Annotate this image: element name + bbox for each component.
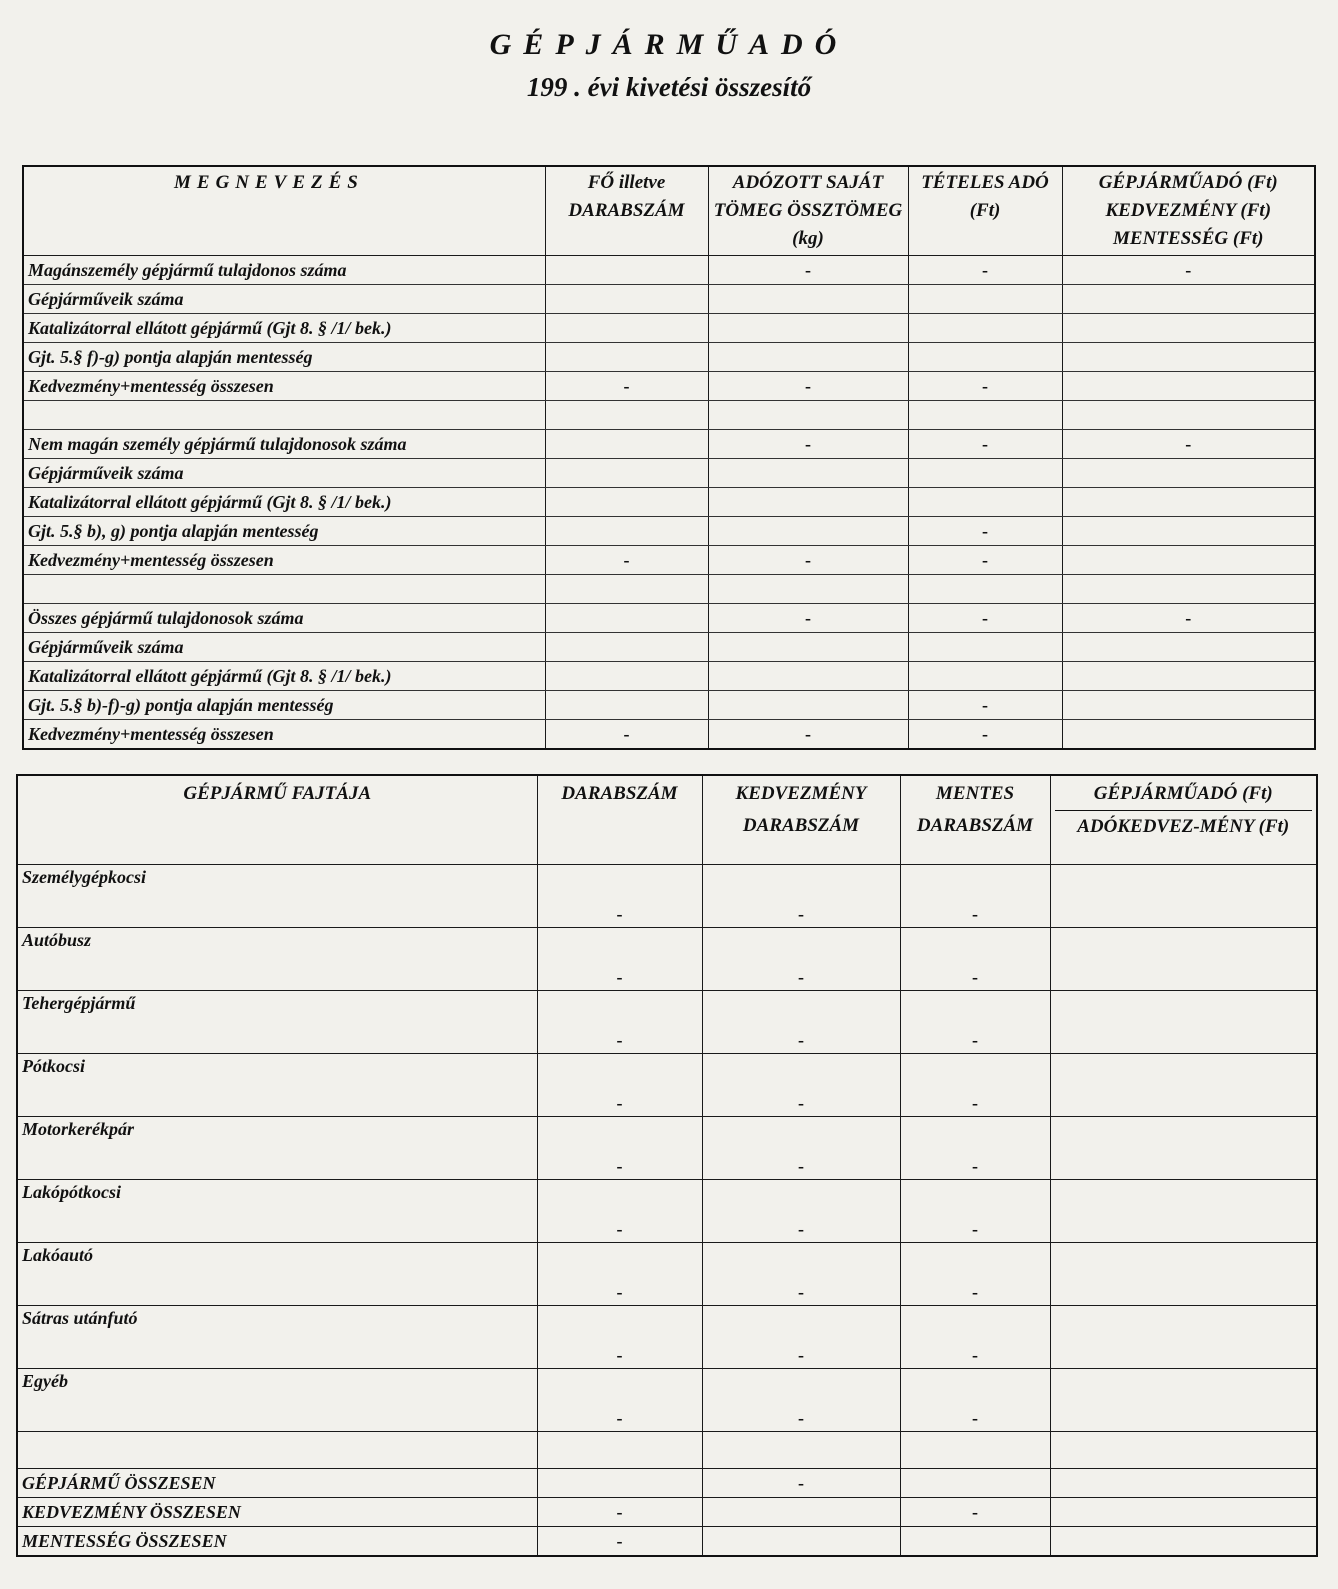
table-cell: - <box>708 256 908 285</box>
row-label: Pótkocsi <box>17 1054 537 1117</box>
table-cell: - <box>708 604 908 633</box>
row-label: Gjt. 5.§ b), g) pontja alapján mentesség <box>23 517 545 546</box>
table-cell <box>1050 1369 1317 1432</box>
table-cell <box>1062 546 1315 575</box>
table-cell <box>545 401 708 430</box>
table-cell <box>545 575 708 604</box>
table-cell <box>545 285 708 314</box>
header-teteles-ado: TÉTELES ADÓ (Ft) <box>908 166 1062 256</box>
table-cell <box>545 517 708 546</box>
table-cell <box>1050 1469 1317 1498</box>
table-row <box>17 1054 1317 1117</box>
row-label: Összes gépjármű tulajdonosok száma <box>23 604 545 633</box>
row-label: GÉPJÁRMŰ ÖSSZESEN <box>17 1469 537 1498</box>
row-label: Sátras utánfutó <box>17 1306 537 1369</box>
row-label: Gépjárműveik száma <box>23 285 545 314</box>
table-cell: - <box>1062 430 1315 459</box>
vehicle-type-table <box>16 774 1318 1557</box>
table-row <box>23 372 1315 401</box>
table-cell: - <box>545 372 708 401</box>
table-cell <box>1050 1432 1317 1469</box>
table-row <box>17 1469 1317 1498</box>
table-cell: - <box>708 372 908 401</box>
table-cell <box>900 1469 1050 1498</box>
page-title: GÉPJÁRMŰADÓ <box>489 28 849 61</box>
table-row <box>23 285 1315 314</box>
table-row <box>17 1369 1317 1432</box>
table-cell: - <box>702 1306 900 1369</box>
table-cell <box>1050 1306 1317 1369</box>
table-cell <box>708 459 908 488</box>
table-header-row <box>17 775 1317 865</box>
table-row <box>23 633 1315 662</box>
table-cell: - <box>537 1180 702 1243</box>
row-label: Gjt. 5.§ b)-f)-g) pontja alapján mentesség <box>23 691 545 720</box>
row-label <box>23 401 545 430</box>
table-cell <box>708 285 908 314</box>
table-cell: - <box>545 546 708 575</box>
table-cell <box>1050 1180 1317 1243</box>
table-cell: - <box>537 1243 702 1306</box>
table-cell: - <box>702 1243 900 1306</box>
row-label: Lakópótkocsi <box>17 1180 537 1243</box>
table-cell <box>708 517 908 546</box>
table-cell <box>908 662 1062 691</box>
table-cell: - <box>900 928 1050 991</box>
table-cell: - <box>537 865 702 928</box>
table-cell: - <box>900 1498 1050 1527</box>
table-cell <box>537 1469 702 1498</box>
header-ossztomeg: ADÓZOTT SAJÁT TÖMEG ÖSSZTÖMEG (kg) <box>708 166 908 256</box>
table-cell <box>545 256 708 285</box>
table-cell <box>545 314 708 343</box>
table-cell <box>1050 1527 1317 1557</box>
table-cell <box>708 343 908 372</box>
table-row <box>23 401 1315 430</box>
table-cell <box>545 604 708 633</box>
table-cell: - <box>900 1054 1050 1117</box>
table-cell: - <box>900 865 1050 928</box>
table-cell <box>1062 372 1315 401</box>
table-cell <box>1062 720 1315 750</box>
table-cell <box>545 662 708 691</box>
table-cell: - <box>900 1180 1050 1243</box>
table-row <box>23 459 1315 488</box>
table-cell <box>1050 1498 1317 1527</box>
table-cell: - <box>1062 604 1315 633</box>
table-cell: - <box>537 928 702 991</box>
row-label: Katalizátorral ellátott gépjármű (Gjt 8. § /1/ bek.) <box>23 662 545 691</box>
table-cell <box>900 1432 1050 1469</box>
table-cell <box>1050 991 1317 1054</box>
row-label: KEDVEZMÉNY ÖSSZESEN <box>17 1498 537 1527</box>
table-cell <box>1062 314 1315 343</box>
table-row-spacer <box>17 1432 1317 1469</box>
table-cell <box>1062 401 1315 430</box>
table-cell <box>1050 928 1317 991</box>
table-cell <box>708 633 908 662</box>
header-adokedvezmeny: ADÓKEDVEZ-MÉNY (Ft) <box>1055 810 1313 843</box>
table-row <box>17 1527 1317 1557</box>
table-row <box>23 575 1315 604</box>
table-cell <box>908 343 1062 372</box>
table-row <box>17 1498 1317 1527</box>
table-cell <box>900 1527 1050 1557</box>
table-cell <box>1050 1117 1317 1180</box>
table-cell <box>545 691 708 720</box>
header-fajta: GÉPJÁRMŰ FAJTÁJA <box>17 775 537 865</box>
table-cell <box>908 401 1062 430</box>
table-cell: - <box>908 430 1062 459</box>
table-cell: - <box>708 546 908 575</box>
table-cell: - <box>900 991 1050 1054</box>
table-cell: - <box>908 546 1062 575</box>
table-cell <box>908 633 1062 662</box>
table-cell: - <box>537 1306 702 1369</box>
table-cell: - <box>537 1498 702 1527</box>
table-cell: - <box>545 720 708 750</box>
page-subtitle: 199 . évi kivetési összesítő <box>526 72 812 102</box>
table-cell: - <box>900 1306 1050 1369</box>
table-cell: - <box>1062 256 1315 285</box>
row-label: Kedvezmény+mentesség összesen <box>23 372 545 401</box>
table-cell: - <box>702 991 900 1054</box>
row-label: Személygépkocsi <box>17 865 537 928</box>
table-cell <box>1062 575 1315 604</box>
table-cell <box>1050 865 1317 928</box>
table-cell <box>702 1432 900 1469</box>
row-label: Nem magán személy gépjármű tulajdonosok száma <box>23 430 545 459</box>
table-cell <box>1050 1243 1317 1306</box>
table-cell <box>1062 285 1315 314</box>
table-row <box>23 256 1315 285</box>
row-label: Lakóautó <box>17 1243 537 1306</box>
table-row <box>23 691 1315 720</box>
table-cell <box>1062 459 1315 488</box>
table-cell: - <box>900 1117 1050 1180</box>
table-cell: - <box>900 1243 1050 1306</box>
row-label: Kedvezmény+mentesség összesen <box>23 546 545 575</box>
tax-summary-table <box>22 165 1316 750</box>
table-cell: - <box>702 1054 900 1117</box>
header-mentes-darabszam: MENTES DARABSZÁM <box>900 775 1050 865</box>
row-label: Gépjárműveik száma <box>23 633 545 662</box>
header-gepjarmuado: GÉPJÁRMŰADÓ (Ft) <box>1093 783 1273 804</box>
table-cell <box>1062 343 1315 372</box>
table-cell <box>908 314 1062 343</box>
table-cell: - <box>702 1180 900 1243</box>
table-cell <box>1062 517 1315 546</box>
row-label: Gjt. 5.§ f)-g) pontja alapján mentesség <box>23 343 545 372</box>
header-gepjarmuado-adokedvezmeny <box>1050 775 1317 865</box>
table-cell <box>708 314 908 343</box>
table-row <box>17 1117 1317 1180</box>
header-darabszam: FŐ illetve DARABSZÁM <box>545 166 708 256</box>
table-row <box>17 865 1317 928</box>
header-darabszam: DARABSZÁM <box>537 775 702 865</box>
table-cell <box>545 459 708 488</box>
row-label: Autóbusz <box>17 928 537 991</box>
table-cell <box>908 285 1062 314</box>
row-label: Katalizátorral ellátott gépjármű (Gjt 8. § /1/ bek.) <box>23 488 545 517</box>
table-cell <box>1050 1054 1317 1117</box>
table-cell <box>1062 488 1315 517</box>
table-cell: - <box>908 604 1062 633</box>
header-megnevezes: MEGNEVEZÉS <box>23 166 545 256</box>
row-label <box>23 575 545 604</box>
row-label: Tehergépjármű <box>17 991 537 1054</box>
table-row <box>17 1306 1317 1369</box>
table-row <box>23 314 1315 343</box>
table-cell <box>702 1527 900 1557</box>
table-cell <box>708 575 908 604</box>
table-cell <box>545 488 708 517</box>
table-row <box>23 430 1315 459</box>
table-cell: - <box>537 1369 702 1432</box>
table-cell: - <box>908 256 1062 285</box>
table-cell: - <box>702 865 900 928</box>
table-row <box>23 720 1315 750</box>
table-cell: - <box>708 720 908 750</box>
row-label: Kedvezmény+mentesség összesen <box>23 720 545 750</box>
row-label: Egyéb <box>17 1369 537 1432</box>
table-cell: - <box>702 1117 900 1180</box>
table-row <box>17 928 1317 991</box>
table-cell <box>908 575 1062 604</box>
table-cell: - <box>702 1369 900 1432</box>
table-row <box>17 1243 1317 1306</box>
table-cell <box>537 1432 702 1469</box>
row-label: Motorkerékpár <box>17 1117 537 1180</box>
table-cell <box>702 1498 900 1527</box>
table-cell <box>545 633 708 662</box>
table-cell <box>545 430 708 459</box>
row-label: Katalizátorral ellátott gépjármű (Gjt 8. § /1/ bek.) <box>23 314 545 343</box>
table-cell: - <box>908 517 1062 546</box>
table-cell <box>908 488 1062 517</box>
table-cell <box>1062 662 1315 691</box>
table-cell <box>708 691 908 720</box>
table-cell: - <box>537 1054 702 1117</box>
table-header-row <box>23 166 1315 256</box>
table-cell: - <box>537 1527 702 1557</box>
table-cell: - <box>702 1469 900 1498</box>
table-cell: - <box>908 720 1062 750</box>
header-kedvezmeny-darabszam: KEDVEZMÉNY DARABSZÁM <box>702 775 900 865</box>
table-cell: - <box>908 691 1062 720</box>
table-row <box>23 546 1315 575</box>
table-row <box>17 1180 1317 1243</box>
row-label: Gépjárműveik száma <box>23 459 545 488</box>
table-row <box>23 604 1315 633</box>
table-cell <box>1062 691 1315 720</box>
table-cell <box>908 459 1062 488</box>
table-cell <box>708 662 908 691</box>
table-cell: - <box>908 372 1062 401</box>
table-row <box>23 343 1315 372</box>
table-cell <box>545 343 708 372</box>
table-cell <box>708 488 908 517</box>
table-row <box>17 991 1317 1054</box>
table-row <box>23 662 1315 691</box>
header-gepjarmuado: GÉPJÁRMŰADÓ (Ft) KEDVEZMÉNY (Ft) MENTESSÉG (Ft) <box>1062 166 1315 256</box>
table-row <box>23 517 1315 546</box>
table-cell <box>17 1432 537 1469</box>
table-cell <box>708 401 908 430</box>
table-cell: - <box>900 1369 1050 1432</box>
table-cell: - <box>708 430 908 459</box>
table-cell <box>1062 633 1315 662</box>
row-label: MENTESSÉG ÖSSZESEN <box>17 1527 537 1557</box>
table-cell: - <box>537 1117 702 1180</box>
table-cell: - <box>702 928 900 991</box>
row-label: Magánszemély gépjármű tulajdonos száma <box>23 256 545 285</box>
table-row <box>23 488 1315 517</box>
table-cell: - <box>537 991 702 1054</box>
